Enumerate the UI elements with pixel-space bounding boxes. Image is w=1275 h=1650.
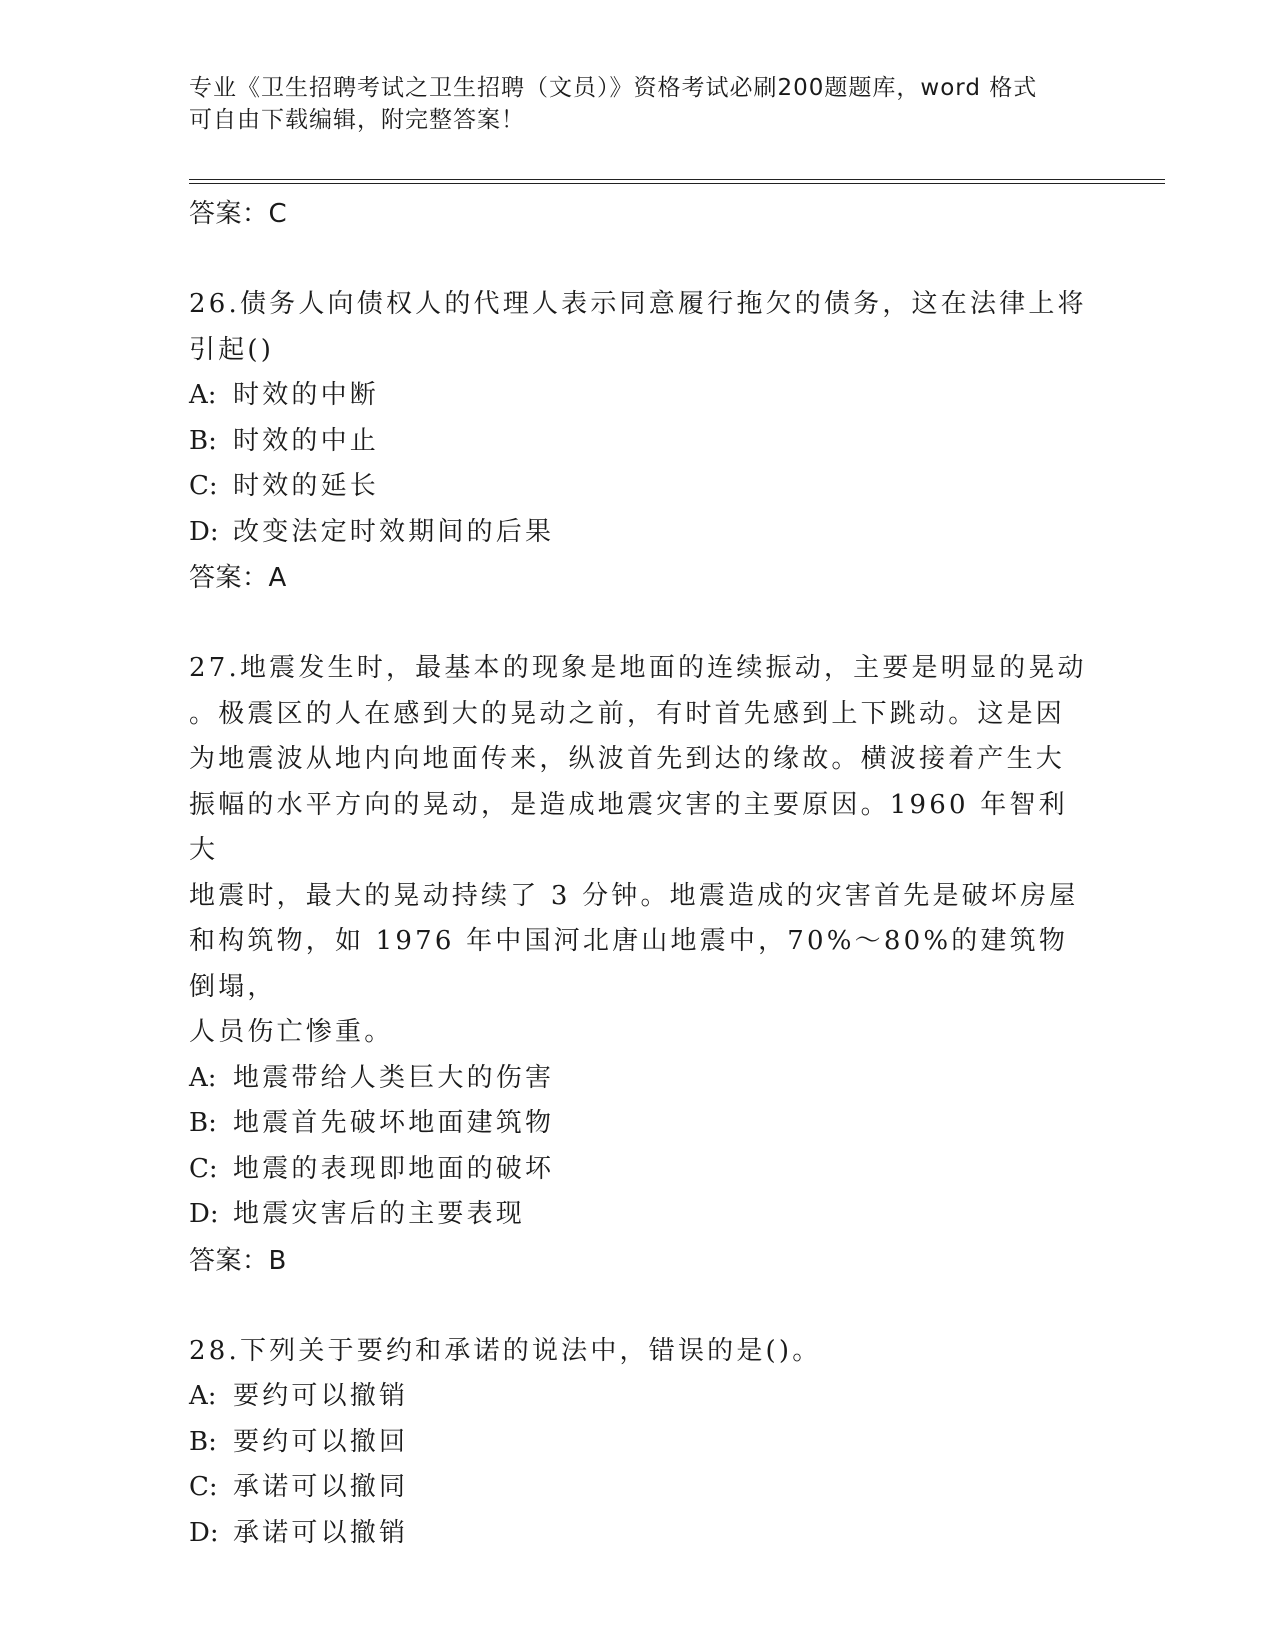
question-stem — [189, 282, 1089, 373]
answer-line: 答案：A — [189, 563, 287, 593]
option-text: 改变法定时效期间的后果 — [233, 516, 555, 547]
option-label: D: — [189, 1517, 219, 1548]
stem-line: 地震时，最大的晃动持续了 3 分钟。地震造成的灾害首先是破坏房屋 — [189, 880, 1079, 911]
option-label: C: — [189, 1153, 218, 1184]
question-27 — [189, 646, 1089, 1284]
option-a — [189, 1374, 1089, 1420]
option-text: 承诺可以撤同 — [233, 1472, 409, 1502]
option-text: 地震带给人类巨大的伤害 — [233, 1062, 555, 1093]
question-stem — [189, 1329, 1089, 1375]
option-c — [189, 1147, 1089, 1193]
stem-line: 和构筑物，如 1976 年中国河北唐山地震中，70%～80%的建筑物倒塌， — [189, 926, 1069, 1002]
question-26 — [189, 282, 1089, 601]
option-text: 时效的中止 — [233, 425, 380, 456]
stem-line: 为地震波从地内向地面传来，纵波首先到达的缘故。横波接着产生大 — [189, 744, 1066, 774]
question-28 — [189, 1329, 1089, 1557]
stem-line: 。极震区的人在感到大的晃动之前，有时首先感到上下跳动。这是因 — [189, 698, 1066, 729]
option-label: C: — [189, 1472, 218, 1502]
stem-line: 引起() — [189, 334, 275, 365]
option-text: 时效的中断 — [233, 380, 380, 410]
option-text: 地震首先破坏地面建筑物 — [233, 1108, 555, 1138]
option-d — [189, 1511, 1089, 1557]
answer-line: 答案：B — [189, 1245, 287, 1276]
option-b — [189, 1420, 1089, 1466]
option-text: 时效的延长 — [233, 471, 380, 501]
stem-line: 振幅的水平方向的晃动，是造成地震灾害的主要原因。1960 年智利大 — [189, 789, 1068, 865]
option-label: C: — [189, 471, 218, 501]
option-d — [189, 1192, 1089, 1238]
spacer — [189, 601, 1089, 646]
option-c — [189, 464, 1089, 510]
option-c — [189, 1465, 1089, 1511]
header-line-2: 可自由下载编辑，附完整答案！ — [189, 107, 525, 133]
option-text: 承诺可以撤销 — [233, 1517, 409, 1548]
stem-line: 26.债务人向债权人的代理人表示同意履行拖欠的债务，这在法律上将 — [189, 289, 1087, 319]
option-label: B: — [189, 1426, 217, 1457]
question-stem — [189, 646, 1089, 1056]
option-text: 要约可以撤回 — [233, 1426, 409, 1457]
option-d — [189, 510, 1089, 556]
option-text: 地震的表现即地面的破坏 — [233, 1153, 555, 1184]
stem-line: 28.下列关于要约和承诺的说法中，错误的是()。 — [189, 1335, 822, 1366]
option-label: A: — [189, 1062, 217, 1093]
option-label: A: — [189, 380, 217, 410]
option-b — [189, 419, 1089, 465]
stem-line: 27.地震发生时，最基本的现象是地面的连续振动，主要是明显的晃动 — [189, 653, 1087, 683]
option-b — [189, 1101, 1089, 1147]
option-label: B: — [189, 425, 217, 456]
option-label: D: — [189, 1199, 219, 1229]
previous-answer: 答案：C — [189, 199, 288, 229]
option-a — [189, 1056, 1089, 1102]
spacer — [189, 1284, 1089, 1329]
option-label: A: — [189, 1381, 217, 1411]
header-rule-top — [189, 179, 1165, 180]
option-text: 要约可以撤销 — [233, 1381, 409, 1411]
page-header — [189, 72, 1089, 136]
option-a — [189, 373, 1089, 419]
option-text: 地震灾害后的主要表现 — [233, 1199, 526, 1229]
spacer — [189, 237, 1089, 282]
document-body — [189, 191, 1089, 1556]
header-rule-bottom — [189, 183, 1165, 184]
option-label: B: — [189, 1108, 217, 1138]
header-line-1: 专业《卫生招聘考试之卫生招聘（文员）》资格考试必刷200题题库，word 格式 — [189, 75, 1038, 101]
option-label: D: — [189, 516, 219, 547]
stem-line: 人员伤亡惨重。 — [189, 1017, 394, 1047]
